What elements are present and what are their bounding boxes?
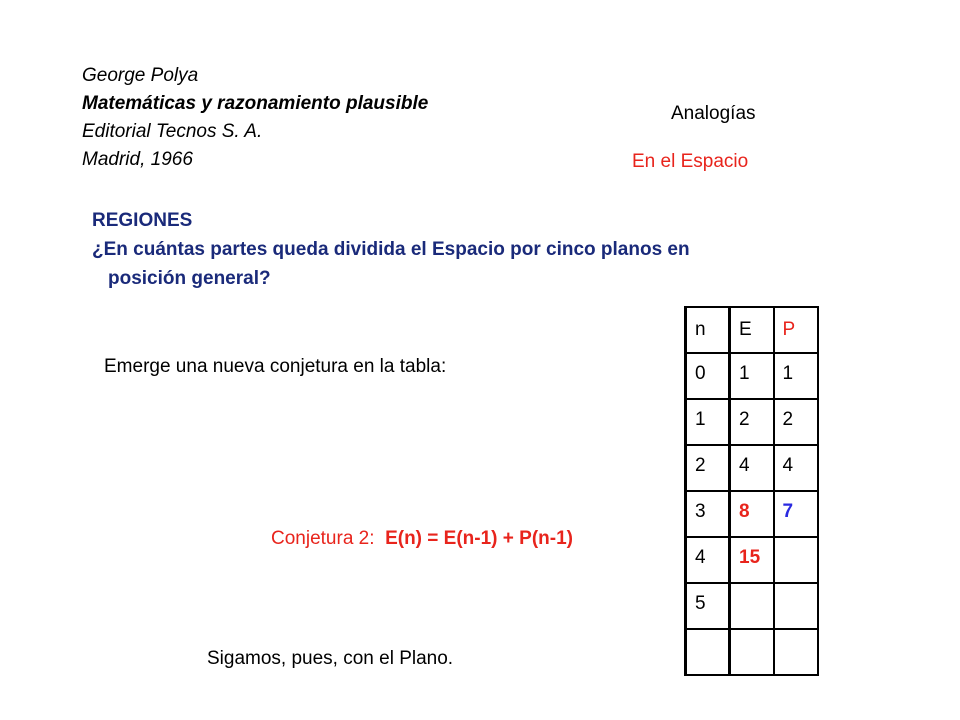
table-row <box>686 353 818 399</box>
reference-block <box>82 62 428 174</box>
cell-n: 5 <box>686 583 730 629</box>
cell-e <box>730 629 774 675</box>
closing-text: Sigamos, pues, con el Plano. <box>207 648 454 669</box>
reference-publisher: Editorial Tecnos S. A. <box>82 121 263 142</box>
section-block <box>92 206 690 293</box>
cell-n: 4 <box>686 537 730 583</box>
reference-title: Matemáticas y razonamiento plausible <box>82 93 429 114</box>
cell-p: 2 <box>774 399 818 445</box>
table-row <box>686 445 818 491</box>
emerge-text: Emerge una nueva conjetura en la tabla: <box>104 356 447 377</box>
page-heading: Analogías <box>671 103 756 124</box>
cell-n: 3 <box>686 491 730 537</box>
reference-place-year: Madrid, 1966 <box>82 149 193 170</box>
conjecture <box>271 528 573 550</box>
values-table <box>684 306 819 676</box>
table-row <box>686 537 818 583</box>
table-row <box>686 583 818 629</box>
page-subheading: En el Espacio <box>632 151 749 172</box>
cell-p: 4 <box>774 445 818 491</box>
conjecture-formula: E(n) = E(n-1) + P(n-1) <box>385 528 573 549</box>
section-label: REGIONES <box>92 210 193 231</box>
cell-p <box>774 583 818 629</box>
cell-p: 1 <box>774 353 818 399</box>
conjecture-label: Conjetura 2: <box>271 528 386 549</box>
table-row <box>686 629 818 675</box>
header-p: P <box>774 307 818 353</box>
cell-p <box>774 629 818 675</box>
cell-n: 1 <box>686 399 730 445</box>
question-line-2: posición general? <box>108 268 271 289</box>
cell-e: 2 <box>730 399 774 445</box>
cell-p <box>774 537 818 583</box>
cell-n: 2 <box>686 445 730 491</box>
cell-e: 4 <box>730 445 774 491</box>
cell-e: 8 <box>730 491 774 537</box>
table-header-row <box>686 307 818 353</box>
question-line-1: ¿En cuántas partes queda dividida el Espacio por cinco planos en <box>92 239 690 260</box>
cell-n <box>686 629 730 675</box>
cell-e: 15 <box>730 537 774 583</box>
header-n: n <box>686 307 730 353</box>
header-e: E <box>730 307 774 353</box>
cell-n: 0 <box>686 353 730 399</box>
table-row <box>686 491 818 537</box>
table-row <box>686 399 818 445</box>
cell-e <box>730 583 774 629</box>
cell-e: 1 <box>730 353 774 399</box>
cell-p: 7 <box>774 491 818 537</box>
reference-author: George Polya <box>82 65 199 86</box>
